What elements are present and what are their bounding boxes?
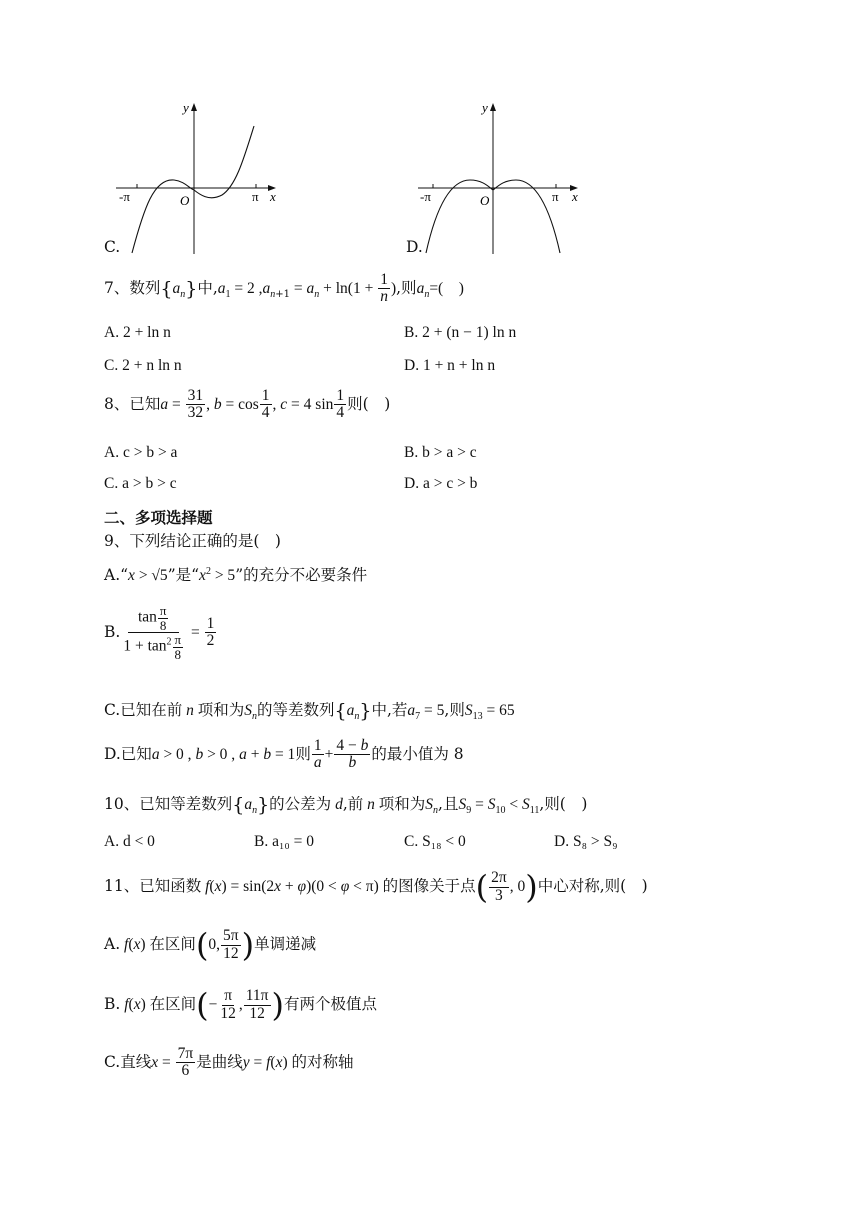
graph-c-x-label: x	[270, 189, 276, 204]
graph-d-origin: O	[480, 193, 490, 208]
q7-option-d: D. 1 + n + ln n	[404, 357, 496, 374]
graph-c-option-label: C.	[104, 238, 121, 256]
question-7: 7、数列$\{a_n\}$中$,a_1 = 2$ $,a_{n+1} = a_n + \ln(1$ + $\frac{1}{n}$ ),则$a_n=$( )	[104, 271, 464, 306]
q10-option-a: A. d < 0	[104, 833, 155, 850]
graph-d-pos-pi: π	[552, 189, 559, 204]
graph-c-pos-pi: π	[252, 189, 259, 204]
q10-option-c: C. S₁₈ < 0	[404, 833, 466, 850]
q7-option-b: B. 2 + (n − 1) ln n	[404, 324, 517, 341]
graph-d-option-label: D.	[406, 238, 423, 256]
q8-option-c: C. a > b > c	[104, 475, 177, 492]
q7-option-c: C. 2 + n ln n	[104, 357, 182, 374]
question-8: 8、已知a = $\frac{31}{32}$ , b = cos $\frac{1}{4}$ , c = 4 sin $\frac{1}{4}$ 则( )	[104, 387, 391, 422]
graph-c-figure	[104, 98, 294, 258]
q11-option-b: B. f(x) 在区间(− $\frac{\pi}{12}$ , $\frac{11\pi}{12}$ )有两个极值点	[104, 986, 378, 1024]
graph-d-x-label: x	[572, 189, 578, 204]
graph-c-neg-pi: -π	[119, 189, 130, 204]
section-heading-multiple-choice: 二、多项选择题	[104, 508, 213, 527]
question-11: 11、已知函数 f(x) = sin(2x + φ)(0 < φ < π) 的图像关于点( $\frac{2\pi}{3}$ , 0)中心对称,则( )	[104, 868, 648, 906]
graph-d-neg-pi: -π	[420, 189, 431, 204]
q8-option-a: A. c > b > a	[104, 444, 178, 461]
q10-option-d: D. S₈ > S₉	[554, 833, 618, 850]
q11-option-a: A. f(x) 在区间(0, $\frac{5\pi}{12}$ )单调递减	[104, 926, 317, 964]
q9-option-c: C.已知在前 n 项和为$S_n$的等差数列$\{a_n\}$中,若$a_7 = 5$,则$S_{13} = 65$	[104, 700, 515, 723]
graph-d-figure	[406, 98, 596, 258]
q11-option-c: C.直线x = $\frac{7\pi}{6}$ 是曲线y = f(x) 的对称轴	[104, 1045, 354, 1080]
graph-c-origin: O	[180, 193, 190, 208]
q9-option-d: D.已知a > 0 , b > 0 , a + b = 1则 $\frac{1}{a}$ + $\frac{4 - b}{b}$ 的最小值为 8	[104, 737, 464, 772]
q9-option-a: A.“x > √5”是“$x^2 > 5$”的充分不必要条件	[104, 565, 368, 584]
q10-option-b: B. a₁₀ = 0	[254, 833, 315, 850]
q7-option-a: A. 2 + ln n	[104, 324, 171, 341]
question-10: 10、已知等差数列$\{a_n\}$的公差为 d,前 n 项和为$S_n$,且$S_9 = S_{10} < S_{11}$,则( )	[104, 794, 588, 817]
graph-d	[406, 98, 596, 258]
q8-option-b: B. b > a > c	[404, 444, 477, 461]
graph-c-y-label: y	[183, 100, 189, 115]
question-9: 9、下列结论正确的是( )	[104, 532, 281, 550]
q9-option-b: B. tan $\frac{\pi}{8}$ $1 + \tan^2$ $\frac{\pi}{8}$ = $\frac{1}{2}$	[104, 603, 215, 662]
graph-d-y-label: y	[482, 100, 488, 115]
graph-c	[104, 98, 294, 258]
q8-option-d: D. a > c > b	[404, 475, 478, 492]
